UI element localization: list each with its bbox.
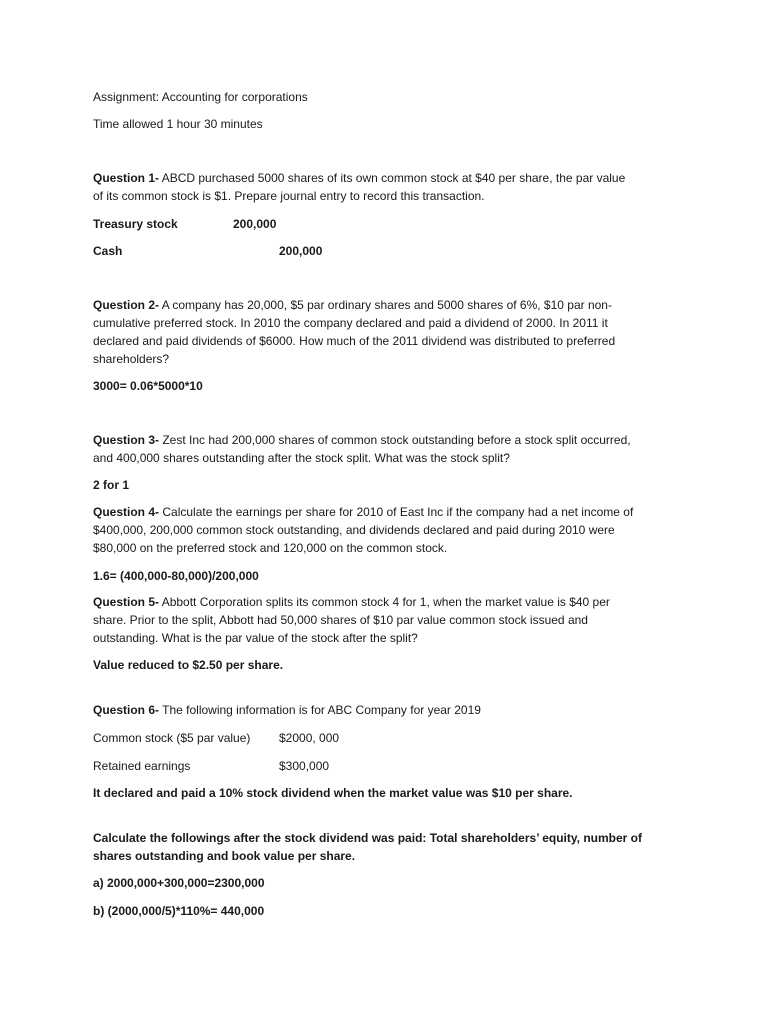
common-stock-value: $2000, 000 [279,731,340,745]
question-5-label: Question 5- [93,595,160,609]
question-3-text-1: Zest Inc had 200,000 shares of common stock outstanding before a stock split occurred, [159,433,631,447]
question-6-answer-a: a) 2000,000+300,000=2300,000 [93,876,265,890]
question-4-line-3: $80,000 on the preferred stock and 120,000 on the common stock. [93,541,448,555]
question-3-line-2: and 400,000 shares outstanding after the stock split. What was the stock split? [93,451,510,465]
question-1-label: Question 1- [93,171,160,185]
question-4-line-1 [93,503,633,521]
journal-entry-amount-2: 200,000 [279,244,323,258]
question-2-line-4: shareholders? [93,352,170,366]
question-1-line-2: of its common stock is $1. Prepare journal entry to record this transaction. [93,189,485,203]
question-1-line-1 [93,169,625,187]
calc-instructions-line-2: shares outstanding and book value per share. [93,849,356,863]
question-5-answer: Value reduced to $2.50 per share. [93,658,284,672]
question-2-line-2: cumulative preferred stock. In 2010 the company declared and paid a dividend of 2000. In 2011 it [93,316,608,330]
journal-entry-account-2: Cash [93,244,123,258]
question-2-text-1: A company has 20,000, $5 par ordinary shares and 5000 shares of 6%, $10 par non- [159,298,612,312]
question-1-text-1: ABCD purchased 5000 shares of its own common stock at $40 per share, the par value [159,171,626,185]
question-6-line-1 [93,701,481,719]
question-2-answer: 3000= 0.06*5000*10 [93,379,203,393]
retained-earnings-value: $300,000 [279,759,330,773]
question-6-intro: The following information is for ABC Company for year 2019 [159,703,481,717]
question-4-text-1: Calculate the earnings per share for 2010 of East Inc if the company had a net income of [159,505,634,519]
question-4-line-2: $400,000, 200,000 common stock outstanding, and dividends declared and paid during 2010 were [93,523,615,537]
question-3-label: Question 3- [93,433,160,447]
journal-entry-account-1: Treasury stock [93,217,178,231]
question-4-answer: 1.6= (400,000-80,000)/200,000 [93,569,259,583]
question-6-label: Question 6- [93,703,160,717]
assignment-title: Assignment: Accounting for corporations [93,90,308,104]
stock-dividend-line: It declared and paid a 10% stock dividend when the market value was $10 per share. [93,786,573,800]
time-allowed: Time allowed 1 hour 30 minutes [93,117,263,131]
question-2-label: Question 2- [93,298,160,312]
question-3-answer: 2 for 1 [93,478,130,492]
question-6-answer-b: b) (2000,000/5)*110%= 440,000 [93,904,265,918]
retained-earnings-label: Retained earnings [93,759,191,773]
common-stock-label: Common stock ($5 par value) [93,731,251,745]
question-2-line-3: declared and paid dividends of $6000. How much of the 2011 dividend was distributed to preferred [93,334,616,348]
question-2-line-1 [93,296,612,314]
question-5-line-2: share. Prior to the split, Abbott had 50,000 shares of $10 par value common stock issued and [93,613,588,627]
question-4-label: Question 4- [93,505,160,519]
calc-instructions-line-1: Calculate the followings after the stock dividend was paid: Total shareholders’ equity, number of [93,831,642,845]
question-5-line-3: outstanding. What is the par value of the stock after the split? [93,631,418,645]
question-3-line-1 [93,431,631,449]
question-5-text-1: Abbott Corporation splits its common stock 4 for 1, when the market value is $40 per [159,595,610,609]
journal-entry-amount-1: 200,000 [233,217,277,231]
question-5-line-1 [93,593,610,611]
